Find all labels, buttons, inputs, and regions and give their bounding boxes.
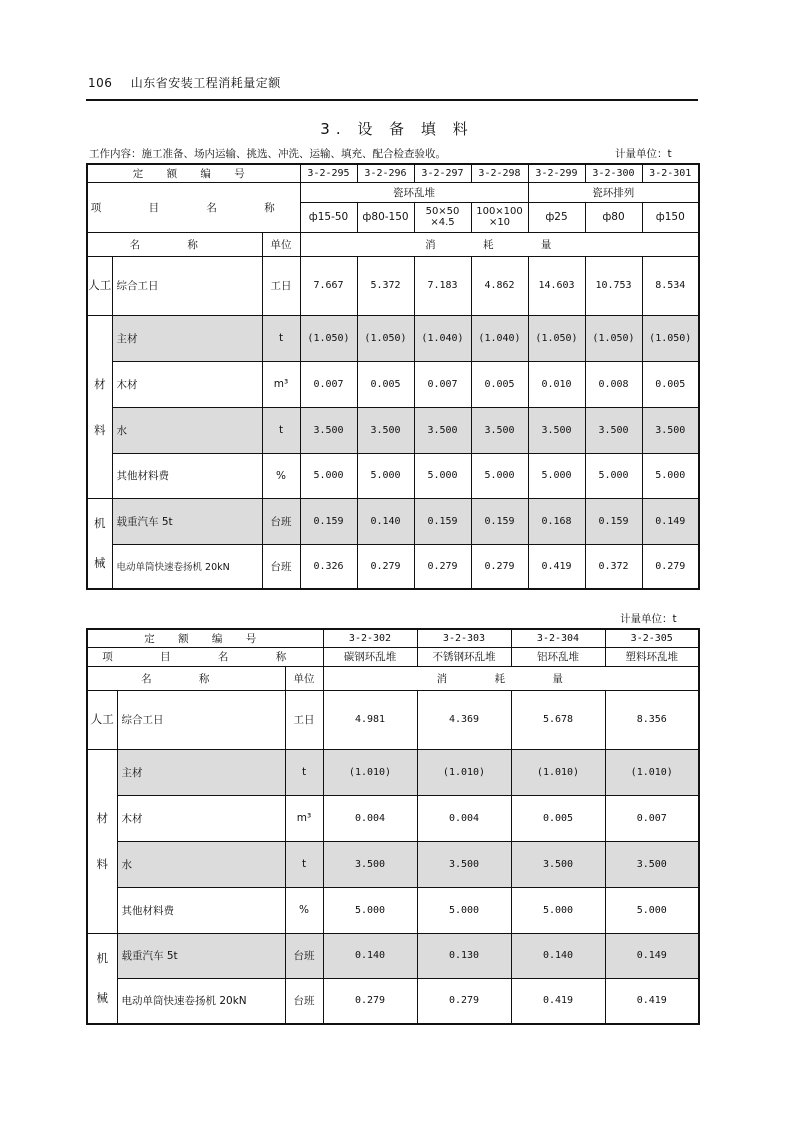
item-cell: 不锈钢环乱堆	[417, 647, 511, 666]
labor-category: 人工	[87, 690, 117, 749]
code-cell: 3-2-296	[357, 164, 414, 182]
value-cell: 0.279	[414, 544, 471, 589]
value-cell: (1.010)	[511, 749, 605, 795]
value-cell: (1.010)	[605, 749, 699, 795]
item-name-label: 项 目 名 称	[87, 647, 323, 666]
row-unit: 台班	[262, 498, 300, 544]
value-cell: 0.007	[605, 795, 699, 841]
spec-cell: ф25	[528, 202, 585, 232]
material-category	[87, 315, 112, 498]
value-cell: 0.372	[585, 544, 642, 589]
consumption-label: 消 耗 量	[300, 232, 699, 256]
material-category	[87, 749, 117, 933]
spec-cell: 100×100 ×10	[471, 202, 528, 232]
value-cell: 7.183	[414, 256, 471, 315]
page-header	[88, 74, 295, 91]
material-cat-char-2: 料	[96, 857, 108, 871]
code-cell: 3-2-305	[605, 629, 699, 647]
machine-category	[87, 498, 112, 589]
value-cell: 5.000	[511, 887, 605, 933]
item-cell: 铝环乱堆	[511, 647, 605, 666]
labor-category: 人工	[87, 256, 112, 315]
code-cell: 3-2-302	[323, 629, 417, 647]
row-name: 木材	[112, 361, 262, 407]
row-unit: m³	[262, 361, 300, 407]
code-cell: 3-2-304	[511, 629, 605, 647]
value-cell: 0.005	[471, 361, 528, 407]
value-cell: 0.140	[323, 933, 417, 978]
machine-cat-char-2: 械	[94, 556, 106, 571]
value-cell: 3.500	[300, 407, 357, 453]
value-cell: 0.159	[414, 498, 471, 544]
group-header-a: 瓷环乱堆	[300, 182, 528, 202]
value-cell: 0.140	[357, 498, 414, 544]
row-unit: 台班	[285, 933, 323, 978]
group-header-b: 瓷环排列	[528, 182, 699, 202]
work-content: 工作内容：施工准备、场内运输、挑选、冲洗、运输、填充、配合检查验收。	[89, 148, 446, 160]
value-cell: 0.168	[528, 498, 585, 544]
value-cell: 0.005	[511, 795, 605, 841]
quota-no-label: 定 额 编 号	[87, 629, 323, 647]
code-cell: 3-2-300	[585, 164, 642, 182]
value-cell: 0.279	[417, 978, 511, 1024]
row-unit: 工日	[262, 256, 300, 315]
row-unit: %	[262, 453, 300, 498]
value-cell: (1.050)	[357, 315, 414, 361]
row-unit: t	[285, 841, 323, 887]
value-cell: 0.279	[642, 544, 699, 589]
value-cell: 3.500	[642, 407, 699, 453]
value-cell: 5.000	[300, 453, 357, 498]
name-label: 名 称	[87, 232, 262, 256]
quota-table-2	[86, 628, 700, 1025]
value-cell: 0.004	[323, 795, 417, 841]
item-cell: 塑料环乱堆	[605, 647, 699, 666]
value-cell: 4.862	[471, 256, 528, 315]
value-cell: 0.419	[528, 544, 585, 589]
header-rule	[86, 99, 698, 101]
page-number: 106	[88, 76, 113, 90]
value-cell: 0.010	[528, 361, 585, 407]
value-cell: (1.050)	[585, 315, 642, 361]
material-cat-char-1: 材	[96, 811, 108, 825]
value-cell: 10.753	[585, 256, 642, 315]
value-cell: 4.981	[323, 690, 417, 749]
spec-cell: ф80	[585, 202, 642, 232]
value-cell: 0.140	[511, 933, 605, 978]
value-cell: 0.005	[357, 361, 414, 407]
value-cell: 3.500	[417, 841, 511, 887]
value-cell: 3.500	[511, 841, 605, 887]
unit-label-1: 计量单位：t	[615, 148, 672, 160]
value-cell: 5.000	[414, 453, 471, 498]
row-name: 载重汽车 5t	[112, 498, 262, 544]
section-title: 3. 设 备 填 料	[320, 120, 474, 138]
value-cell: 5.678	[511, 690, 605, 749]
row-unit: 工日	[285, 690, 323, 749]
quota-no-label: 定 额 编 号	[87, 164, 300, 182]
value-cell: 5.000	[417, 887, 511, 933]
value-cell: (1.040)	[414, 315, 471, 361]
row-unit: t	[262, 407, 300, 453]
spec-cell: ф80-150	[357, 202, 414, 232]
machine-cat-char-1: 机	[94, 516, 106, 531]
row-unit: t	[285, 749, 323, 795]
value-cell: 0.130	[417, 933, 511, 978]
row-name: 其他材料费	[117, 887, 285, 933]
value-cell: 0.149	[605, 933, 699, 978]
value-cell: (1.050)	[528, 315, 585, 361]
row-name: 电动单筒快速卷扬机 20kN	[112, 544, 262, 589]
value-cell: 0.279	[471, 544, 528, 589]
value-cell: (1.050)	[300, 315, 357, 361]
value-cell: 7.667	[300, 256, 357, 315]
code-cell: 3-2-297	[414, 164, 471, 182]
value-cell: 3.500	[605, 841, 699, 887]
value-cell: 0.326	[300, 544, 357, 589]
value-cell: 3.500	[585, 407, 642, 453]
value-cell: 3.500	[471, 407, 528, 453]
row-name: 主材	[117, 749, 285, 795]
code-cell: 3-2-301	[642, 164, 699, 182]
value-cell: 4.369	[417, 690, 511, 749]
value-cell: 5.000	[357, 453, 414, 498]
value-cell: 0.004	[417, 795, 511, 841]
value-cell: 0.007	[414, 361, 471, 407]
value-cell: 5.000	[323, 887, 417, 933]
value-cell: 5.372	[357, 256, 414, 315]
item-cell: 碳钢环乱堆	[323, 647, 417, 666]
spec-cell: ф150	[642, 202, 699, 232]
value-cell: 0.419	[605, 978, 699, 1024]
machine-cat-char-2: 械	[96, 991, 108, 1006]
row-unit: 台班	[285, 978, 323, 1024]
row-unit: 台班	[262, 544, 300, 589]
value-cell: 0.159	[300, 498, 357, 544]
material-cat-char-1: 材	[94, 376, 106, 391]
spec-cell: 50×50 ×4.5	[414, 202, 471, 232]
consumption-label: 消 耗 量	[323, 666, 699, 690]
row-name: 电动单筒快速卷扬机 20kN	[117, 978, 285, 1024]
value-cell: 0.007	[300, 361, 357, 407]
value-cell: 0.005	[642, 361, 699, 407]
row-name: 其他材料费	[112, 453, 262, 498]
code-cell: 3-2-303	[417, 629, 511, 647]
name-label: 名 称	[87, 666, 285, 690]
value-cell: 0.149	[642, 498, 699, 544]
spec-cell: ф15-50	[300, 202, 357, 232]
unit-label-2: 计量单位：t	[620, 613, 677, 625]
row-name: 水	[117, 841, 285, 887]
value-cell: 5.000	[585, 453, 642, 498]
row-unit: %	[285, 887, 323, 933]
code-cell: 3-2-299	[528, 164, 585, 182]
unit-label: 单位	[262, 232, 300, 256]
value-cell: 8.356	[605, 690, 699, 749]
value-cell: 0.159	[585, 498, 642, 544]
quota-table-1	[86, 163, 700, 590]
value-cell: 0.279	[357, 544, 414, 589]
material-cat-char-2: 料	[94, 422, 106, 437]
value-cell: (1.040)	[471, 315, 528, 361]
row-name: 综合工日	[117, 690, 285, 749]
value-cell: (1.010)	[323, 749, 417, 795]
value-cell: 5.000	[528, 453, 585, 498]
row-name: 木材	[117, 795, 285, 841]
value-cell: 0.008	[585, 361, 642, 407]
machine-category	[87, 933, 117, 1024]
value-cell: 0.279	[323, 978, 417, 1024]
row-name: 载重汽车 5t	[117, 933, 285, 978]
value-cell: 3.500	[528, 407, 585, 453]
item-name-label: 项 目 名 称	[87, 182, 300, 232]
value-cell: 5.000	[605, 887, 699, 933]
row-name: 主材	[112, 315, 262, 361]
value-cell: 3.500	[323, 841, 417, 887]
unit-label: 单位	[285, 666, 323, 690]
value-cell: (1.010)	[417, 749, 511, 795]
book-title: 山东省安装工程消耗量定额	[130, 76, 281, 90]
value-cell: 5.000	[471, 453, 528, 498]
machine-cat-char-1: 机	[96, 951, 108, 966]
value-cell: 5.000	[642, 453, 699, 498]
value-cell: 3.500	[357, 407, 414, 453]
row-unit: t	[262, 315, 300, 361]
value-cell: 8.534	[642, 256, 699, 315]
row-name: 水	[112, 407, 262, 453]
code-cell: 3-2-295	[300, 164, 357, 182]
code-cell: 3-2-298	[471, 164, 528, 182]
row-name: 综合工日	[112, 256, 262, 315]
row-unit: m³	[285, 795, 323, 841]
value-cell: 0.419	[511, 978, 605, 1024]
value-cell: 3.500	[414, 407, 471, 453]
value-cell: (1.050)	[642, 315, 699, 361]
value-cell: 14.603	[528, 256, 585, 315]
value-cell: 0.159	[471, 498, 528, 544]
